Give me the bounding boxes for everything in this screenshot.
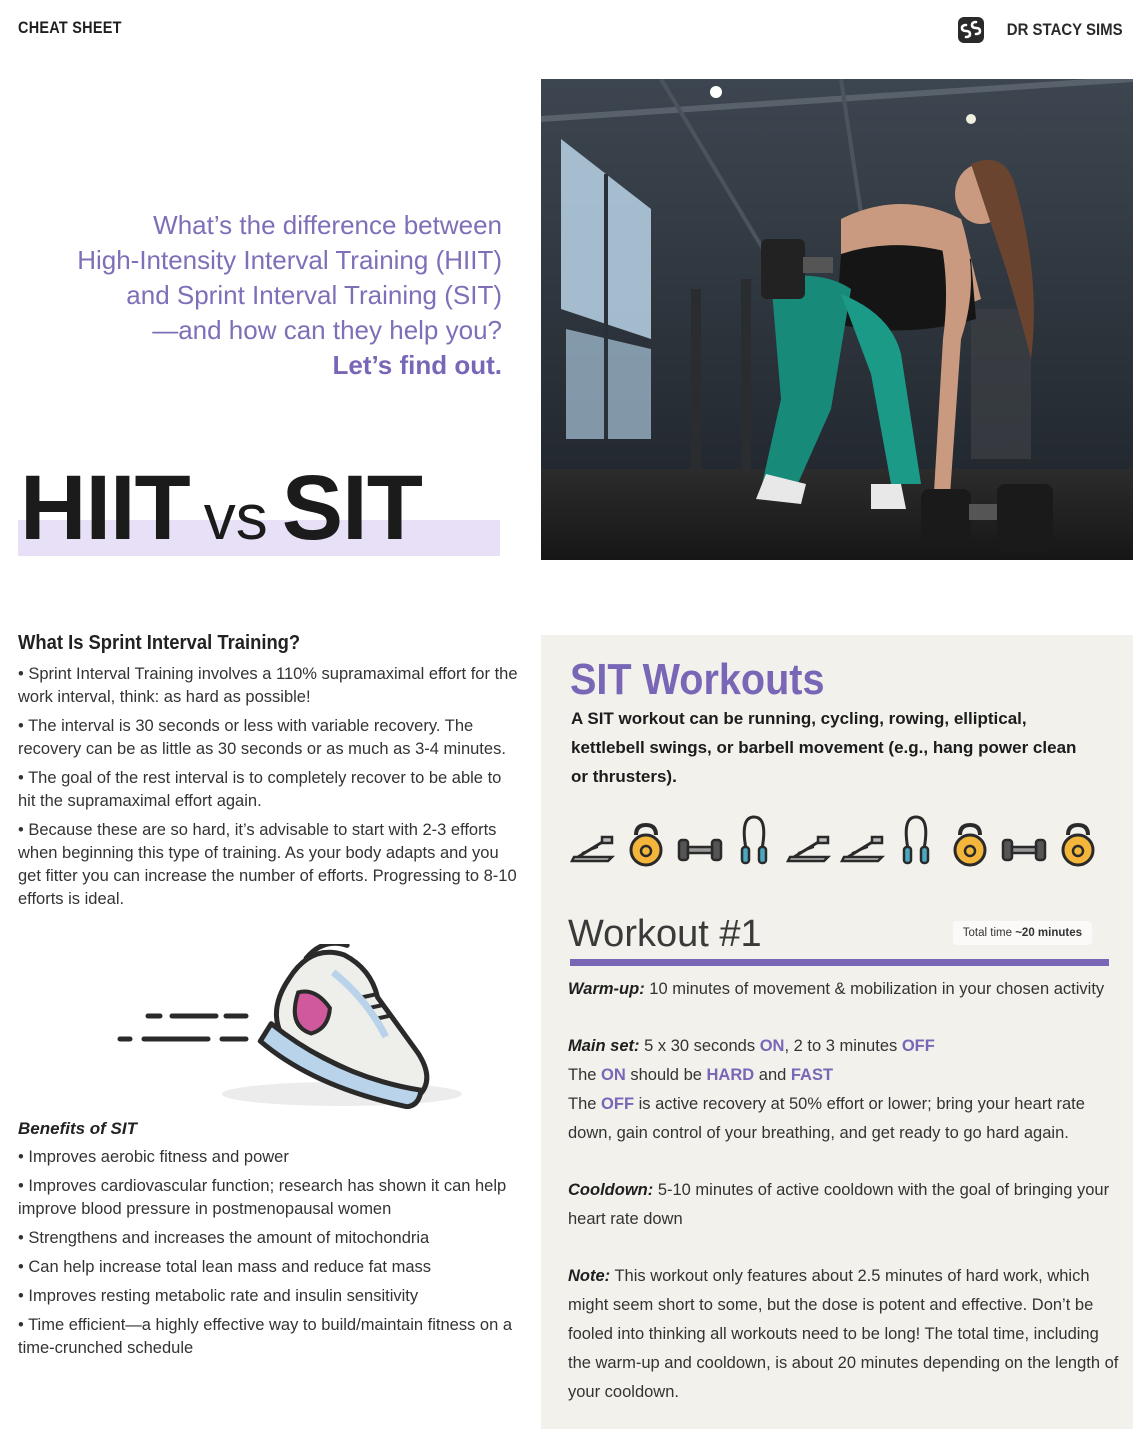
cooldown-body: 5-10 minutes of active cooldown with the goal of bringing your heart rate down: [568, 1181, 1110, 1228]
sit-workouts-panel: [541, 635, 1133, 1429]
main-set-text: , 2 to 3 minutes: [784, 1037, 902, 1055]
on-text: should be: [625, 1066, 707, 1084]
gym-photo-illustration: [541, 79, 1133, 560]
benefits-title: Benefits of SIT: [18, 1119, 138, 1138]
list-item: • Because these are so hard, it’s advisable to start with 2-3 efforts when beginning this type of training. As your body adapts and you get fitter you can increase the number of efforts. Progressing to 8-10 efforts is ideal.: [18, 819, 518, 911]
hero-text: [20, 458, 422, 567]
note-text: [568, 1262, 1120, 1407]
benefits-section: [18, 1119, 518, 1366]
list-item: • Can help increase total lean mass and reduce fat mass: [18, 1256, 518, 1279]
kettlebell-icon: [946, 813, 994, 867]
dumbbell-icon: [1000, 813, 1048, 867]
intro-line: and Sprint Interval Training (SIT): [126, 280, 502, 310]
off-text: is active recovery at 50% effort or lower; bring your heart rate down, gain control of your breathing, and get ready to go hard again.: [568, 1095, 1085, 1142]
list-item: • Sprint Interval Training involves a 110% supramaximal effort for the work interval, think: as hard as possible!: [18, 663, 518, 709]
treadmill-icon: [838, 813, 886, 867]
list-item: • Strengthens and increases the amount of mitochondria: [18, 1227, 518, 1250]
workout-header: [568, 913, 1110, 956]
workout-title: Workout #1: [568, 913, 762, 955]
on-text: and: [754, 1066, 791, 1084]
total-time-prefix: Total time: [962, 927, 1016, 939]
note-body: This workout only features about 2.5 minutes of hard work, which might seem short to some, but the dose is potent and effective. Don’t be fooled into thinking all workouts need to be long! The total time, including the warm-up and cooldown, is about 20 minutes depending on the length of your cooldown.: [568, 1267, 1119, 1401]
panel-description: A SIT workout can be running, cycling, rowing, elliptical, kettlebell swings, or barbell movement (e.g., hang power clean or thrusters).: [571, 709, 1077, 786]
sit-explainer: [18, 632, 518, 917]
cooldown-label: Cooldown:: [568, 1181, 654, 1199]
intro-line: High-Intensity Interval Training (HIIT): [77, 245, 502, 275]
main-set-label: Main set:: [568, 1037, 640, 1055]
list-item: • Improves cardiovascular function; research has shown it can help improve blood pressure in postmenopausal women: [18, 1175, 518, 1221]
intro-line: —and how can they help you?: [152, 315, 502, 345]
main-set-line: [568, 1032, 1120, 1061]
kettlebell-icon: [622, 813, 670, 867]
intro-cta: Let’s find out.: [332, 350, 502, 380]
hero-sit: SIT: [281, 457, 422, 559]
main-set: [568, 1032, 1120, 1148]
total-time-value: ~20 minutes: [1015, 927, 1082, 939]
treadmill-icon: [784, 813, 832, 867]
running-shoe-icon: [112, 944, 462, 1109]
hard-highlight: HARD: [706, 1066, 755, 1084]
on-highlight: ON: [601, 1066, 626, 1084]
on-line: [568, 1061, 1120, 1090]
jump-rope-icon: [730, 813, 778, 867]
list-item: • The goal of the rest interval is to completely recover to be able to hit the supramaximal effort again.: [18, 767, 518, 813]
intro-text: [22, 208, 502, 383]
list-item: • Improves aerobic fitness and power: [18, 1146, 518, 1169]
dumbbell-icon: [676, 813, 724, 867]
warmup-body: 10 minutes of movement & mobilization in your chosen activity: [644, 980, 1105, 998]
jump-rope-icon: [892, 813, 940, 867]
fast-highlight: FAST: [790, 1066, 834, 1084]
sit-bullets: [18, 663, 518, 911]
main-set-text: 5 x 30 seconds: [639, 1037, 760, 1055]
hero-title: [18, 458, 500, 558]
note-label: Note:: [568, 1267, 611, 1285]
off-highlight: OFF: [901, 1037, 935, 1055]
list-item: • Time efficient—a highly effective way to build/maintain fitness on a time-crunched schedule: [18, 1314, 518, 1360]
cooldown-text: [568, 1176, 1120, 1234]
brand-logo-icon: [957, 16, 985, 44]
hero-hiit: HIIT: [20, 457, 190, 559]
panel-title: SIT Workouts: [570, 655, 825, 704]
cheat-sheet-label: CHEAT SHEET: [18, 18, 122, 37]
sit-heading: What Is Sprint Interval Training?: [18, 632, 301, 654]
intro-line: What’s the difference between: [153, 210, 502, 240]
benefits-list: [18, 1146, 518, 1360]
list-item: • The interval is 30 seconds or less with variable recovery. The recovery can be as little as 30 seconds or as much as 3-4 minutes.: [18, 715, 518, 761]
brand-name: DR STACY SIMS: [1007, 20, 1123, 39]
off-highlight: OFF: [601, 1095, 635, 1113]
kettlebell-icon: [1054, 813, 1102, 867]
warmup-text: [568, 975, 1120, 1004]
off-line: [568, 1090, 1120, 1148]
hero-vs: vs: [203, 481, 268, 553]
on-text: The: [568, 1066, 602, 1084]
brand[interactable]: [957, 16, 1123, 44]
off-text: The: [568, 1095, 602, 1113]
list-item: • Improves resting metabolic rate and insulin sensitivity: [18, 1285, 518, 1308]
treadmill-icon: [568, 813, 616, 867]
total-time-badge: [953, 921, 1092, 945]
warmup-label: Warm-up:: [568, 980, 645, 998]
equipment-icons: [568, 813, 1102, 867]
gym-photo: [541, 79, 1133, 560]
workout-divider: [570, 959, 1109, 966]
on-highlight: ON: [759, 1037, 785, 1055]
